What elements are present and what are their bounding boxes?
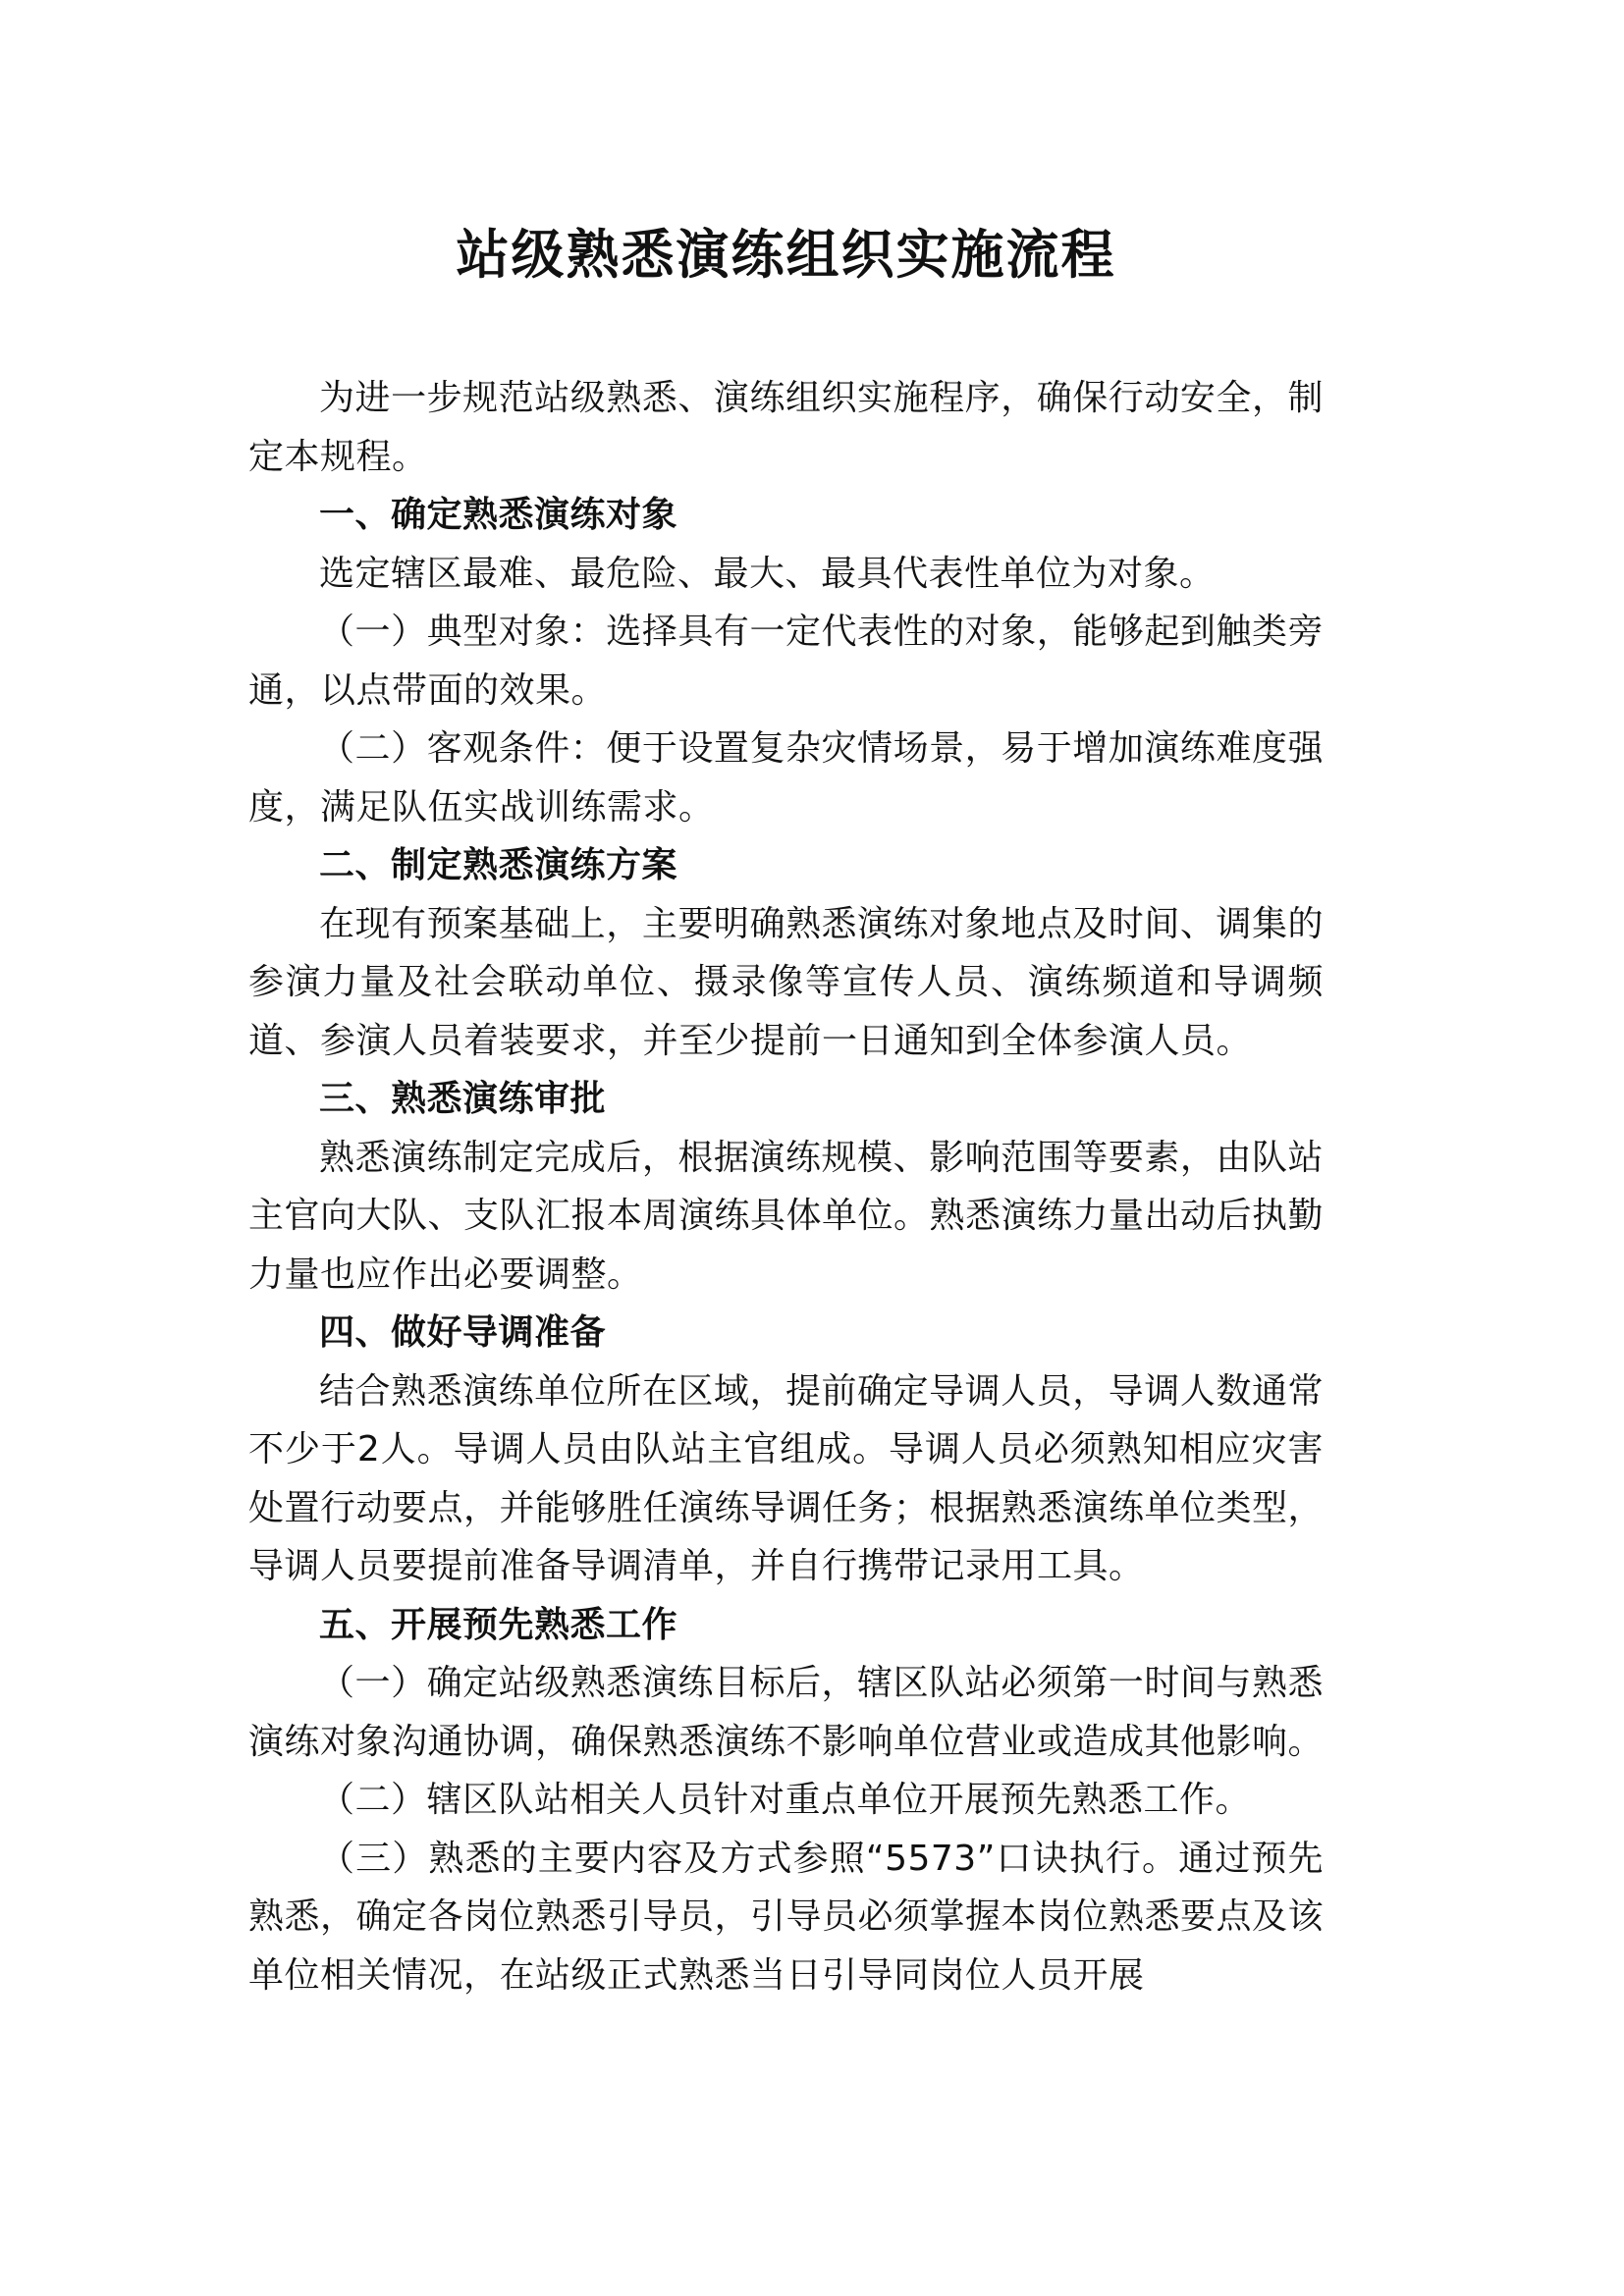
paragraph: （二）辖区队站相关人员针对重点单位开展预先熟悉工作。 [319, 1780, 1252, 1820]
paragraph: （一）典型对象：选择具有一定代表性的对象，能够起到触类旁通，以点带面的效果。 [248, 612, 1324, 711]
document-body [248, 369, 1324, 2004]
paragraph: （三）熟悉的主要内容及方式参照“5573”口诀执行。通过预先熟悉，确定各岗位熟悉引导员，引导员必须掌握本岗位熟悉要点及该单位相关情况，在站级正式熟悉当日引导同岗位人员开展 [248, 1838, 1325, 1996]
section-heading-3: 三、熟悉演练审批 [319, 1079, 607, 1119]
paragraph: 选定辖区最难、最危险、最大、最具代表性单位为对象。 [319, 553, 1216, 594]
paragraph: 在现有预案基础上，主要明确熟悉演练对象地点及时间、调集的参演力量及社会联动单位、摄录像等宣传人员、演练频道和导调频道、参演人员着装要求，并至少提前一日通知到全体参演人员。 [248, 903, 1324, 1061]
intro-paragraph: 为进一步规范站级熟悉、演练组织实施程序，确保行动安全，制定本规程。 [248, 378, 1324, 477]
paragraph: 熟悉演练制定完成后，根据演练规模、影响范围等要素，由队站主官向大队、支队汇报本周演练具体单位。熟悉演练力量出动后执勤力量也应作出必要调整。 [248, 1137, 1325, 1295]
section-heading-1: 一、确定熟悉演练对象 [319, 495, 678, 535]
paragraph: 结合熟悉演练单位所在区域，提前确定导调人员，导调人数通常不少于2人。导调人员由队站主官组成。导调人员必须熟知相应灾害处置行动要点，并能够胜任演练导调任务；根据熟悉演练单位类型，导调人员要提前准备导调清单，并自行携带记录用工具。 [248, 1370, 1325, 1586]
paragraph: （二）客观条件：便于设置复杂灾情场景，易于增加演练难度强度，满足队伍实战训练需求。 [248, 728, 1324, 828]
paragraph: （一）确定站级熟悉演练目标后，辖区队站必须第一时间与熟悉演练对象沟通协调，确保熟悉演练不影响单位营业或造成其他影响。 [248, 1663, 1325, 1762]
document-title: 站级熟悉演练组织实施流程 [456, 224, 1116, 286]
section-heading-4: 四、做好导调准备 [319, 1312, 607, 1353]
section-heading-2: 二、制定熟悉演练方案 [319, 845, 678, 885]
section-heading-5: 五、开展预先熟悉工作 [319, 1604, 678, 1645]
